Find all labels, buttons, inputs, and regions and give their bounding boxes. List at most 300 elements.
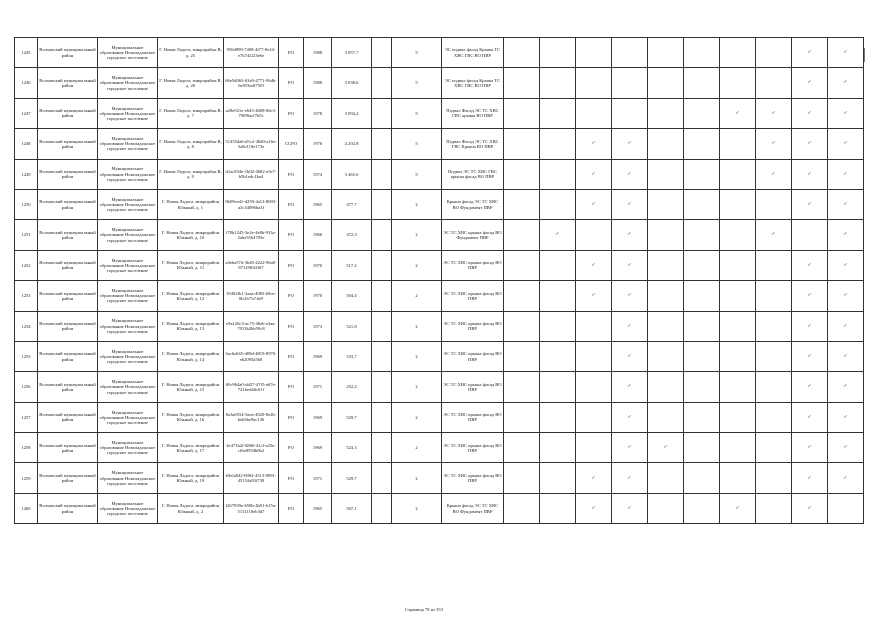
empty-check-cell — [648, 281, 684, 311]
address-cell: Г. Новая Ладога, микрорайон Южный, д. 1 — [158, 189, 224, 219]
type-cell: РО — [279, 402, 304, 432]
year-cell: 1988 — [304, 68, 332, 98]
type-cell: РО — [279, 311, 304, 341]
check-mark-icon: ✓ — [576, 189, 612, 219]
type-cell: РО — [279, 463, 304, 493]
table-row — [15, 493, 864, 523]
check-mark-icon: ✓ — [828, 98, 864, 128]
check-mark-icon: ✓ — [576, 250, 612, 280]
empty-check-cell — [648, 38, 684, 68]
check-mark-icon: ✓ — [612, 250, 648, 280]
empty-check-cell — [648, 341, 684, 371]
year-cell: 1971 — [304, 463, 332, 493]
works-cell: Подвал Фасад ЭС ТС ХВС ГВС крыша ВО ПВР — [442, 98, 504, 128]
empty-check-cell — [576, 402, 612, 432]
check-mark-icon: ✓ — [792, 433, 828, 463]
empty-check-cell — [504, 402, 540, 432]
check-mark-icon: ✓ — [792, 68, 828, 98]
empty-check-cell — [540, 38, 576, 68]
empty-check-cell — [576, 372, 612, 402]
row-number: 1259 — [15, 463, 38, 493]
check-mark-icon: ✓ — [612, 159, 648, 189]
address-cell: Г. Новая Ладога, микрорайон Южный, д. 19 — [158, 463, 224, 493]
floors-cell: 5 — [392, 98, 442, 128]
empty-check-cell — [504, 311, 540, 341]
guid-cell: f78b1245-3e2e-4e8b-933a-2abe5564703e — [224, 220, 279, 250]
check-mark-icon: ✓ — [720, 493, 756, 523]
district-cell: Волховский муниципальный район — [38, 341, 98, 371]
check-mark-icon: ✓ — [792, 38, 828, 68]
area-cell: 252,2 — [332, 372, 372, 402]
empty-check-cell — [540, 493, 576, 523]
empty-cell — [372, 311, 392, 341]
row-number: 1257 — [15, 402, 38, 432]
row-number: 1256 — [15, 372, 38, 402]
guid-cell: 8b09ea41-d259-4a12-8003-a3c34096ba3f — [224, 189, 279, 219]
empty-check-cell — [648, 493, 684, 523]
scan-edge-mark — [864, 48, 867, 62]
empty-check-cell — [684, 463, 720, 493]
year-cell: 1976 — [304, 129, 332, 159]
empty-cell — [372, 250, 392, 280]
year-cell: 1971 — [304, 372, 332, 402]
empty-check-cell — [648, 311, 684, 341]
empty-cell — [372, 129, 392, 159]
empty-cell — [372, 341, 392, 371]
empty-check-cell — [756, 250, 792, 280]
works-cell: Подвал Фасад ЭС ТС ХВС ГВС Крыша ВО ПВР — [442, 129, 504, 159]
table-row — [15, 68, 864, 98]
check-mark-icon: ✓ — [828, 250, 864, 280]
check-mark-icon: ✓ — [828, 311, 864, 341]
empty-check-cell — [540, 433, 576, 463]
guid-cell: 956d999-7408-4f77-8e24-e7b74f223e6e — [224, 38, 279, 68]
empty-check-cell — [792, 220, 828, 250]
floors-cell: 5 — [392, 68, 442, 98]
address-cell: Г. Новая Ладога, микрорайон Южный, д. 10 — [158, 220, 224, 250]
floors-cell: 5 — [392, 38, 442, 68]
works-cell: ЭС подвал фасад Крыша ТС ХВС ГВС ВО ПВР — [442, 38, 504, 68]
table-row — [15, 220, 864, 250]
check-mark-icon: ✓ — [828, 463, 864, 493]
type-cell: РО — [279, 189, 304, 219]
empty-check-cell — [684, 220, 720, 250]
area-cell: 3 057,7 — [332, 38, 372, 68]
empty-check-cell — [684, 68, 720, 98]
area-cell: 529,7 — [332, 463, 372, 493]
floors-cell: 2 — [392, 220, 442, 250]
empty-check-cell — [504, 372, 540, 402]
empty-check-cell — [576, 98, 612, 128]
settlement-cell: Муниципальное образование Новоладожское городское поселение — [98, 159, 158, 189]
district-cell: Волховский муниципальный район — [38, 311, 98, 341]
empty-cell — [372, 68, 392, 98]
guid-cell: 66e5d063-63a9-4771-96db-6e053edf75f9 — [224, 68, 279, 98]
check-mark-icon: ✓ — [828, 341, 864, 371]
guid-cell: a4eba57d-3b40-4222-96a8-871290ff2f67 — [224, 250, 279, 280]
address-cell: Г. Новая Ладога, микрорайон Южный, д. 16 — [158, 402, 224, 432]
area-cell: 521,8 — [332, 311, 372, 341]
empty-check-cell — [756, 281, 792, 311]
area-cell: 477,7 — [332, 189, 372, 219]
check-mark-icon: ✓ — [792, 463, 828, 493]
table-row — [15, 281, 864, 311]
check-mark-icon: ✓ — [612, 220, 648, 250]
empty-check-cell — [504, 129, 540, 159]
check-mark-icon: ✓ — [612, 189, 648, 219]
empty-check-cell — [576, 38, 612, 68]
check-mark-icon: ✓ — [612, 402, 648, 432]
empty-check-cell — [648, 159, 684, 189]
empty-check-cell — [756, 341, 792, 371]
empty-check-cell — [720, 341, 756, 371]
works-cell: ЭС ТС ХВС крыша фасад ВО ПВР — [442, 463, 504, 493]
guid-cell: 4e471b2f-6860-41cf-a25e-cf6e8594b0b2 — [224, 433, 279, 463]
empty-check-cell — [504, 68, 540, 98]
area-cell: 529,7 — [332, 402, 372, 432]
works-cell: Крыша фасад ЭС ТС ХВС ВО Фундамент ПВР — [442, 493, 504, 523]
table-row — [15, 159, 864, 189]
floors-cell: 2 — [392, 463, 442, 493]
district-cell: Волховский муниципальный район — [38, 250, 98, 280]
table-row — [15, 250, 864, 280]
check-mark-icon: ✓ — [576, 159, 612, 189]
empty-check-cell — [720, 311, 756, 341]
settlement-cell: Муниципальное образование Новоладожское городское поселение — [98, 433, 158, 463]
check-mark-icon: ✓ — [828, 372, 864, 402]
table-row — [15, 38, 864, 68]
guid-cell: e9a126c3-ac75-46eb-a3aa-7013b2bb59c8 — [224, 311, 279, 341]
guid-cell: 69c964a0-dd27-47f5-a67e-721bed4dc61f — [224, 372, 279, 402]
empty-check-cell — [756, 463, 792, 493]
check-mark-icon: ✓ — [792, 129, 828, 159]
row-number: 1246 — [15, 68, 38, 98]
address-cell: Г. Новая Ладога, микрорайон Южный, д. 13 — [158, 311, 224, 341]
check-mark-icon: ✓ — [792, 493, 828, 523]
floors-cell: 5 — [392, 129, 442, 159]
type-cell: РО — [279, 433, 304, 463]
empty-cell — [372, 463, 392, 493]
type-cell: РО — [279, 250, 304, 280]
empty-check-cell — [756, 493, 792, 523]
settlement-cell: Муниципальное образование Новоладожское городское поселение — [98, 463, 158, 493]
empty-check-cell — [684, 311, 720, 341]
empty-check-cell — [540, 129, 576, 159]
empty-check-cell — [576, 68, 612, 98]
floors-cell: 2 — [392, 433, 442, 463]
empty-check-cell — [756, 38, 792, 68]
empty-cell — [372, 98, 392, 128]
floors-cell: 2 — [392, 311, 442, 341]
empty-check-cell — [684, 98, 720, 128]
check-mark-icon: ✓ — [756, 129, 792, 159]
table-row — [15, 372, 864, 402]
guid-cell: 19402fb1-2aaa-4983-b9ce-0b41f7a74e9 — [224, 281, 279, 311]
empty-check-cell — [756, 372, 792, 402]
type-cell: РО — [279, 493, 304, 523]
empty-check-cell — [756, 311, 792, 341]
row-number: 1258 — [15, 433, 38, 463]
year-cell: 1978 — [304, 98, 332, 128]
settlement-cell: Муниципальное образование Новоладожское городское поселение — [98, 98, 158, 128]
check-mark-icon: ✓ — [792, 250, 828, 280]
empty-check-cell — [720, 129, 756, 159]
year-cell: 1965 — [304, 189, 332, 219]
type-cell: РО — [279, 341, 304, 371]
guid-cell: 51455da6-d5c2-40d0-a16e-5a8e118e173e — [224, 129, 279, 159]
table-row — [15, 129, 864, 159]
empty-check-cell — [720, 220, 756, 250]
check-mark-icon: ✓ — [612, 463, 648, 493]
empty-check-cell — [540, 250, 576, 280]
empty-cell — [372, 38, 392, 68]
empty-check-cell — [540, 159, 576, 189]
check-mark-icon: ✓ — [828, 433, 864, 463]
row-number: 1249 — [15, 159, 38, 189]
district-cell: Волховский муниципальный район — [38, 189, 98, 219]
address-cell: Г. Новая Ладога, микрорайон Южный, д. 11 — [158, 250, 224, 280]
works-cell: Крыша фасад ЭС ТС ХВС ВО Фундамент ПВР — [442, 189, 504, 219]
empty-check-cell — [504, 341, 540, 371]
empty-check-cell — [648, 220, 684, 250]
guid-cell: 8a3a0554-5aea-4920-8e2b-beb5be9ac136 — [224, 402, 279, 432]
empty-check-cell — [720, 189, 756, 219]
check-mark-icon: ✓ — [792, 281, 828, 311]
empty-check-cell — [540, 463, 576, 493]
table-row — [15, 433, 864, 463]
district-cell: Волховский муниципальный район — [38, 433, 98, 463]
table-body — [15, 38, 864, 524]
empty-check-cell — [504, 98, 540, 128]
check-mark-icon: ✓ — [792, 402, 828, 432]
check-mark-icon: ✓ — [612, 311, 648, 341]
empty-check-cell — [504, 159, 540, 189]
empty-check-cell — [648, 463, 684, 493]
empty-check-cell — [756, 68, 792, 98]
check-mark-icon: ✓ — [792, 189, 828, 219]
empty-cell — [372, 493, 392, 523]
district-cell: Волховский муниципальный район — [38, 281, 98, 311]
address-cell: Г. Новая Ладога, микрорайон Южный, д. 2 — [158, 493, 224, 523]
check-mark-icon: ✓ — [756, 220, 792, 250]
row-number: 1252 — [15, 250, 38, 280]
empty-check-cell — [828, 493, 864, 523]
works-cell: ЭС ТС ХВС крыша фасад ВО ПВР — [442, 250, 504, 280]
check-mark-icon: ✓ — [828, 281, 864, 311]
check-mark-icon: ✓ — [648, 433, 684, 463]
address-cell: Г. Новая Ладога, микрорайон Южный, д. 12 — [158, 281, 224, 311]
type-cell: РО — [279, 372, 304, 402]
empty-check-cell — [576, 311, 612, 341]
empty-check-cell — [504, 38, 540, 68]
table-row — [15, 402, 864, 432]
floors-cell: 2 — [392, 402, 442, 432]
check-mark-icon: ✓ — [612, 129, 648, 159]
check-mark-icon: ✓ — [828, 68, 864, 98]
floors-cell: 2 — [392, 250, 442, 280]
empty-check-cell — [648, 98, 684, 128]
check-mark-icon: ✓ — [540, 220, 576, 250]
area-cell: 3 465,6 — [332, 159, 372, 189]
type-cell: РО — [279, 281, 304, 311]
type-cell: РО — [279, 38, 304, 68]
empty-cell — [372, 372, 392, 402]
settlement-cell: Муниципальное образование Новоладожское городское поселение — [98, 189, 158, 219]
row-number: 1254 — [15, 311, 38, 341]
check-mark-icon: ✓ — [792, 341, 828, 371]
area-cell: 533,7 — [332, 341, 372, 371]
year-cell: 1988 — [304, 38, 332, 68]
check-mark-icon: ✓ — [828, 159, 864, 189]
floors-cell: 2 — [392, 281, 442, 311]
check-mark-icon: ✓ — [576, 463, 612, 493]
check-mark-icon: ✓ — [612, 372, 648, 402]
housing-register-table — [14, 37, 864, 524]
row-number: 1253 — [15, 281, 38, 311]
check-mark-icon: ✓ — [576, 129, 612, 159]
type-cell: РО — [279, 98, 304, 128]
empty-check-cell — [576, 220, 612, 250]
table-row — [15, 98, 864, 128]
table-row — [15, 189, 864, 219]
empty-check-cell — [684, 341, 720, 371]
empty-check-cell — [648, 68, 684, 98]
empty-check-cell — [612, 38, 648, 68]
empty-check-cell — [612, 98, 648, 128]
address-cell: Г. Новая Ладога, микрорайон Южный, д. 14 — [158, 341, 224, 371]
empty-cell — [372, 159, 392, 189]
table-row — [15, 341, 864, 371]
page-footer: Страница 78 из 353 — [405, 607, 444, 612]
empty-cell — [372, 433, 392, 463]
row-number: 1250 — [15, 189, 38, 219]
check-mark-icon: ✓ — [828, 220, 864, 250]
check-mark-icon: ✓ — [828, 38, 864, 68]
settlement-cell: Муниципальное образование Новоладожское городское поселение — [98, 402, 158, 432]
settlement-cell: Муниципальное образование Новоладожское городское поселение — [98, 38, 158, 68]
type-cell: ССРО — [279, 129, 304, 159]
settlement-cell: Муниципальное образование Новоладожское городское поселение — [98, 68, 158, 98]
empty-check-cell — [540, 68, 576, 98]
check-mark-icon: ✓ — [612, 341, 648, 371]
row-number: 1245 — [15, 38, 38, 68]
guid-cell: d1ac834e-1b02-4682-a5e7-b5b1edc1ba4 — [224, 159, 279, 189]
empty-check-cell — [684, 281, 720, 311]
type-cell: РО — [279, 220, 304, 250]
floors-cell: 2 — [392, 189, 442, 219]
empty-check-cell — [684, 159, 720, 189]
empty-check-cell — [504, 433, 540, 463]
district-cell: Волховский муниципальный район — [38, 402, 98, 432]
check-mark-icon: ✓ — [612, 493, 648, 523]
empty-check-cell — [756, 402, 792, 432]
check-mark-icon: ✓ — [828, 129, 864, 159]
check-mark-icon: ✓ — [792, 311, 828, 341]
empty-check-cell — [720, 463, 756, 493]
area-cell: 472,3 — [332, 220, 372, 250]
empty-check-cell — [756, 189, 792, 219]
settlement-cell: Муниципальное образование Новоладожское городское поселение — [98, 129, 158, 159]
empty-check-cell — [756, 433, 792, 463]
check-mark-icon: ✓ — [756, 98, 792, 128]
empty-cell — [372, 220, 392, 250]
empty-check-cell — [720, 68, 756, 98]
check-mark-icon: ✓ — [612, 433, 648, 463]
empty-check-cell — [720, 281, 756, 311]
empty-check-cell — [684, 189, 720, 219]
check-mark-icon: ✓ — [576, 493, 612, 523]
check-mark-icon: ✓ — [792, 159, 828, 189]
empty-check-cell — [540, 311, 576, 341]
empty-cell — [372, 189, 392, 219]
empty-check-cell — [576, 433, 612, 463]
area-cell: 517,2 — [332, 250, 372, 280]
guid-cell: 3ac6a045-d09d-4819-8970-eb2095a5b0 — [224, 341, 279, 371]
settlement-cell: Муниципальное образование Новоладожское городское поселение — [98, 493, 158, 523]
empty-check-cell — [684, 250, 720, 280]
empty-check-cell — [684, 402, 720, 432]
address-cell: Г. Новая Ладога, микрорайон В, д. 8 — [158, 129, 224, 159]
year-cell: 1965 — [304, 493, 332, 523]
empty-check-cell — [720, 433, 756, 463]
row-number: 1260 — [15, 493, 38, 523]
district-cell: Волховский муниципальный район — [38, 372, 98, 402]
guid-cell: b9efa842-6982-4513-8091-45154a93f738 — [224, 463, 279, 493]
empty-check-cell — [720, 402, 756, 432]
works-cell: ЭС ТС ХВС крыша фасад ВО ПВР — [442, 311, 504, 341]
empty-check-cell — [648, 250, 684, 280]
empty-check-cell — [648, 402, 684, 432]
check-mark-icon: ✓ — [720, 98, 756, 128]
address-cell: Г. Новая Ладога, микрорайон В, д. 9 — [158, 159, 224, 189]
empty-check-cell — [648, 189, 684, 219]
empty-check-cell — [648, 372, 684, 402]
district-cell: Волховский муниципальный район — [38, 38, 98, 68]
settlement-cell: Муниципальное образование Новоладожское городское поселение — [98, 281, 158, 311]
check-mark-icon: ✓ — [792, 98, 828, 128]
table-row — [15, 311, 864, 341]
check-mark-icon: ✓ — [828, 189, 864, 219]
empty-check-cell — [720, 250, 756, 280]
empty-cell — [372, 281, 392, 311]
empty-check-cell — [684, 38, 720, 68]
works-cell: ЭС подвал фасад Крыша ТС ХВС ГВС ВО ПВР — [442, 68, 504, 98]
address-cell: Г. Новая Ладога, микрорайон В, д. 25 — [158, 38, 224, 68]
empty-check-cell — [504, 493, 540, 523]
works-cell: Подвал ЭС ТС ХВС ГВС крыша фасад ВО ПВР — [442, 159, 504, 189]
settlement-cell: Муниципальное образование Новоладожское городское поселение — [98, 250, 158, 280]
district-cell: Волховский муниципальный район — [38, 220, 98, 250]
empty-check-cell — [612, 68, 648, 98]
empty-check-cell — [576, 341, 612, 371]
empty-check-cell — [504, 250, 540, 280]
settlement-cell: Муниципальное образование Новоладожское городское поселение — [98, 311, 158, 341]
guid-cell: a28e921e-e643-4608-8dc3-79f09acf7b5c — [224, 98, 279, 128]
works-cell: ЭС ТС ХВС крыша фасад ВО ПВР — [442, 433, 504, 463]
area-cell: 3 094,2 — [332, 98, 372, 128]
empty-check-cell — [540, 372, 576, 402]
empty-check-cell — [504, 281, 540, 311]
area-cell: 3 038,6 — [332, 68, 372, 98]
settlement-cell: Муниципальное образование Новоладожское городское поселение — [98, 341, 158, 371]
district-cell: Волховский муниципальный район — [38, 463, 98, 493]
row-number: 1247 — [15, 98, 38, 128]
empty-check-cell — [720, 372, 756, 402]
year-cell: 1970 — [304, 281, 332, 311]
area-cell: 504,4 — [332, 281, 372, 311]
guid-cell: f267939e-658b-4b91-b15a-5131118eb3d7 — [224, 493, 279, 523]
empty-check-cell — [720, 159, 756, 189]
